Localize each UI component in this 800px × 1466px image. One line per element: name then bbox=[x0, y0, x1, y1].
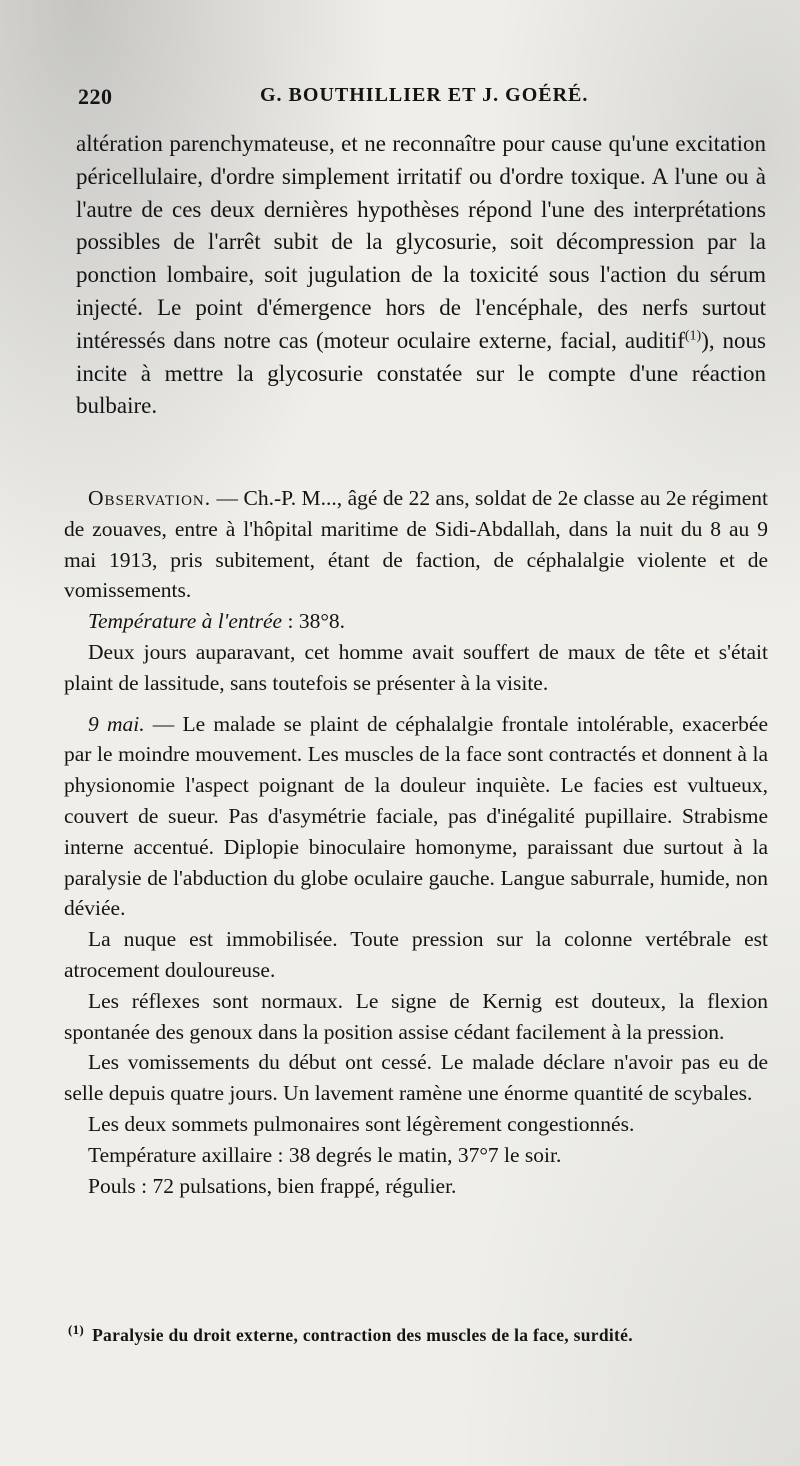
antecedents-paragraph: Deux jours auparavant, cet homme avait souffert de maux de tête et s'était plaint de lassitude, sans toutefois se présenter à la visite. bbox=[64, 639, 768, 695]
running-title: G. BOUTHILLIER ET J. GOÉRÉ. bbox=[260, 84, 589, 106]
observation-paragraph bbox=[64, 483, 768, 606]
footnote bbox=[68, 1322, 768, 1346]
intro-text-before-note: altération parenchymateuse, et ne reconnaître pour cause qu'une excitation péricellulaire, d'ordre simplement irritatif ou d'ordre toxique. A l'une ou à l'autre de ces deux dernières hypothèses répond l'une des interprétations possibles de l'arrêt subit de la glycosurie, soit décompression par la ponction lombaire, soit jugulation de la toxicité sous l'action du sérum injecté. Le point d'émergence hors de l'encéphale, des nerfs surtout intéressés dans notre cas (moteur oculaire externe, facial, auditif bbox=[76, 131, 766, 353]
axillary-temperature-paragraph: Température axillaire : 38 degrés le matin, 37°7 le soir. bbox=[88, 1142, 562, 1167]
neck-paragraph: La nuque est immobilisée. Toute pression sur la colonne vertébrale est atrocement douloureuse. bbox=[64, 927, 768, 982]
lungs-paragraph: Les deux sommets pulmonaires sont légèrement congestionnés. bbox=[88, 1111, 635, 1136]
running-head bbox=[78, 84, 778, 118]
observation-text: — Ch.-P. M..., âgé de 22 ans, soldat de 2e classe au 2e régiment de zouaves, entre à l'hôpital maritime de Sidi-Abdallah, dans la nuit du 8 au 9 mai 1913, pris subitement, étant de faction, de céphalalgie violente et de vomissements. bbox=[64, 486, 768, 603]
exam-paragraph bbox=[64, 709, 768, 925]
footnote-reference: (1) bbox=[684, 328, 702, 344]
footnote-mark: (1) bbox=[68, 1322, 85, 1337]
intro-text-after-note: ), nous incite à mettre la glycosurie constatée sur le compte d'une réaction bulbaire. bbox=[76, 327, 766, 419]
temperature-value: : 38°8. bbox=[282, 609, 346, 634]
observation-label: Observation. bbox=[88, 486, 212, 510]
temperature-label: Température à l'entrée bbox=[88, 609, 283, 634]
footnote-text: Paralysie du droit externe, contraction des muscles de la face, surdité. bbox=[92, 1324, 633, 1345]
intro-paragraph bbox=[76, 128, 766, 423]
pulse-paragraph: Pouls : 72 pulsations, bien frappé, régulier. bbox=[88, 1173, 457, 1198]
page-number: 220 bbox=[78, 84, 113, 109]
exam-text: — Le malade se plaint de céphalalgie frontale intolérable, exacerbée par le moindre mouvement. Les muscles de la face sont contractés et donnent à la physionomie l'aspect poignant de la douleur inquiète. Le facies est vultueux, couvert de sueur. Pas d'asymétrie faciale, pas d'inégalité pupillaire. Strabisme interne accentué. Diplopie binoculaire homonyme, paraissant due surtout à la paralysie de l'abduction du globe oculaire gauche. Langue saburrale, humide, non déviée. bbox=[64, 711, 769, 921]
temperature-paragraph bbox=[64, 606, 768, 637]
reflexes-paragraph: Les réflexes sont normaux. Le signe de Kernig est douteux, la flexion spontanée des genoux dans la position assise cédant facilement à la pression. bbox=[64, 988, 768, 1044]
observation-section bbox=[64, 483, 768, 1201]
date-label: 9 mai. bbox=[88, 711, 145, 736]
vomiting-paragraph: Les vomissements du début ont cessé. Le malade déclare n'avoir pas eu de selle depuis quatre jours. Un lavement ramène une énorme quantité de scybales. bbox=[64, 1050, 768, 1106]
